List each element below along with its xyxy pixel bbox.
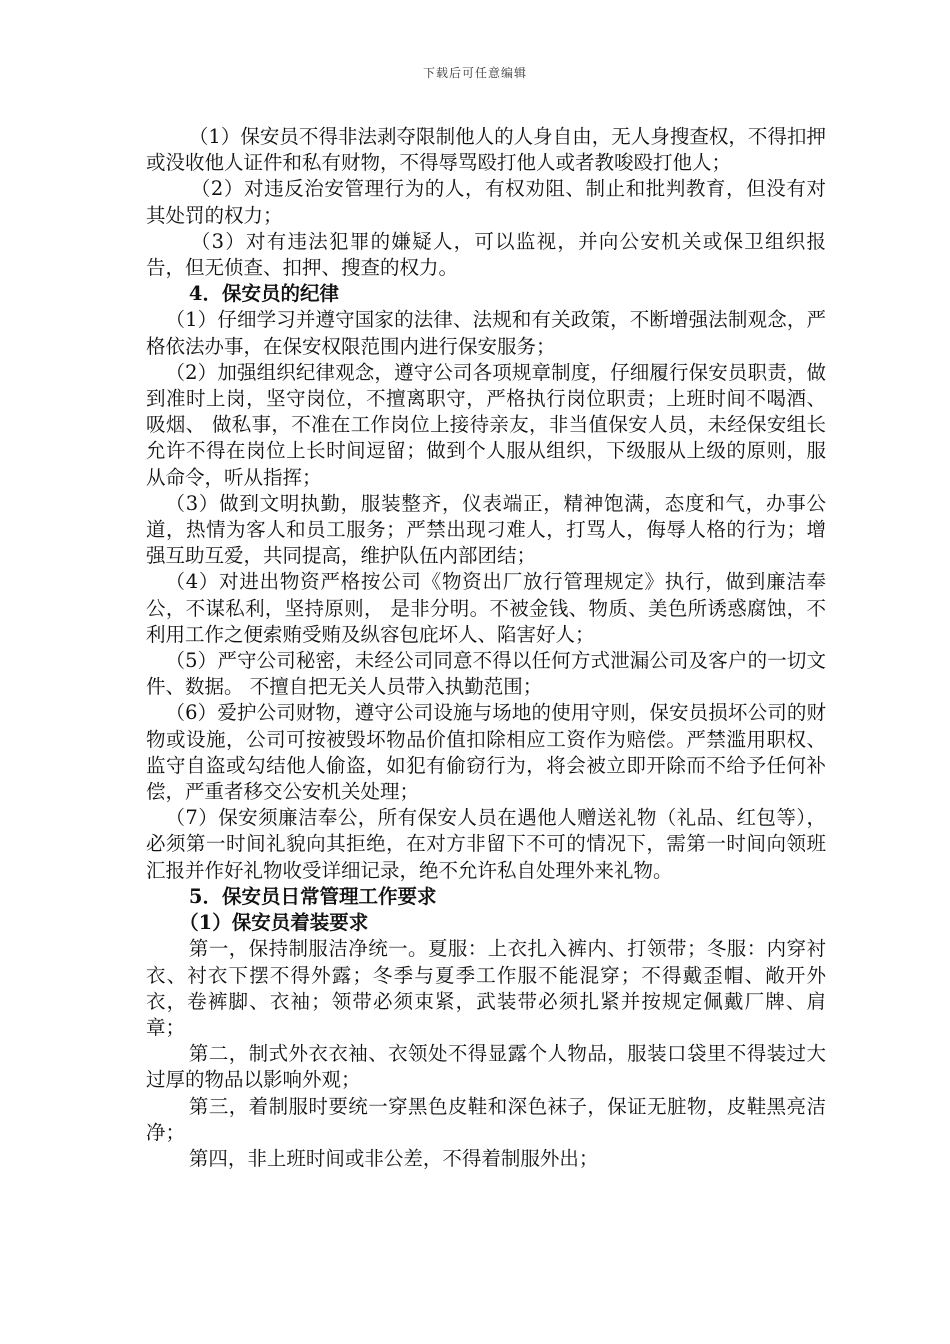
paragraph: （5）严守公司秘密，未经公司同意不得以任何方式泄漏公司及客户的一切文件、数据。 不擅自把无关人员带入执勤范围； (146, 649, 826, 699)
subsection-heading: （1）保安员着装要求 (179, 911, 369, 935)
page-header: 下载后可任意编辑 (422, 66, 527, 80)
paragraph: （7）保安须廉洁奉公，所有保安人员在遇他人赠送礼物（礼品、红包等），必须第一时间礼貌向其拒绝，在对方非留下不可的情况下，需第一时间向领班汇报并作好礼物收受详细记录，绝不允许私自处理外来礼物。 (146, 806, 826, 882)
paragraph: 第三，着制服时要统一穿黑色皮鞋和深色袜子，保证无脏物，皮鞋黑亮洁净； (146, 1094, 826, 1144)
paragraph: （1）仔细学习并遵守国家的法律、法规和有关政策，不断增强法制观念，严格依法办事，在保安权限范围内进行保安服务； (146, 308, 826, 358)
paragraph: （3）对有违法犯罪的嫌疑人，可以监视，并向公安机关或保卫组织报告，但无侦查、扣押、搜查的权力。 (146, 229, 826, 280)
paragraph: （2）加强组织纪律观念，遵守公司各项规章制度，仔细履行保安员职责，做到准时上岗，坚守岗位，不擅离职守，严格执行岗位职责；上班时间不喝酒、吸烟、 做私事，不准在工作岗位上接待亲友，非当值保安人员，未经保安组长允许不得在岗位上长时间逗留；做到个人服从组织，下级服从上级的原则，服从命令，听从指挥； (146, 360, 826, 489)
paragraph: （6）爱护公司财物，遵守公司设施与场地的使用守则，保安员损坏公司的财物或设施，公司可按被毁坏物品价值扣除相应工资作为赔偿。严禁滥用职权、监守自盗或勾结他人偷盗，如犯有偷窃行为，将会被立即开除而不给予任何补偿，严重者移交公安机关处理； (146, 701, 826, 804)
section-heading: 5．保安员日常管理工作要求 (188, 884, 437, 908)
paragraph: 第一，保持制服洁净统一。夏服：上衣扎入裤内、打领带；冬服：内穿衬衣、衬衣下摆不得外露；冬季与夏季工作服不能混穿；不得戴歪帽、敞开外衣，卷裤脚、衣袖；领带必须束紧，武装带必须扎紧并按规定佩戴厂牌、肩章； (146, 937, 826, 1039)
paragraph: 第四，非上班时间或非公差，不得着制服外出； (188, 1146, 599, 1170)
paragraph: （1）保安员不得非法剥夺限制他人的人身自由，无人身搜查权，不得扣押或没收他人证件和私有财物，不得辱骂殴打他人或者教唆殴打他人； (146, 125, 826, 175)
paragraph: （4）对进出物资严格按公司《物资出厂放行管理规定》执行，做到廉洁奉公，不谋私利，坚持原则， 是非分明。不被金钱、物质、美色所诱惑腐蚀，不利用工作之便索贿受贿及纵容包庇坏人、陷害好人； (146, 570, 826, 646)
section-heading: 4．保安员的纪律 (188, 282, 339, 306)
paragraph: （2）对违反治安管理行为的人，有权劝阻、制止和批判教育，但没有对其处罚的权力； (146, 177, 826, 227)
document-body (146, 124, 826, 1172)
paragraph: （3）做到文明执勤，服装整齐，仪表端正，精神饱满，态度和气，办事公道，热情为客人和员工服务；严禁出现刁难人，打骂人，侮辱人格的行为；增强互助互爱，共同提高，维护队伍内部团结； (146, 491, 826, 568)
paragraph: 第二，制式外衣衣袖、衣领处不得显露个人物品，服装口袋里不得装过大过厚的物品以影响外观； (146, 1042, 826, 1092)
